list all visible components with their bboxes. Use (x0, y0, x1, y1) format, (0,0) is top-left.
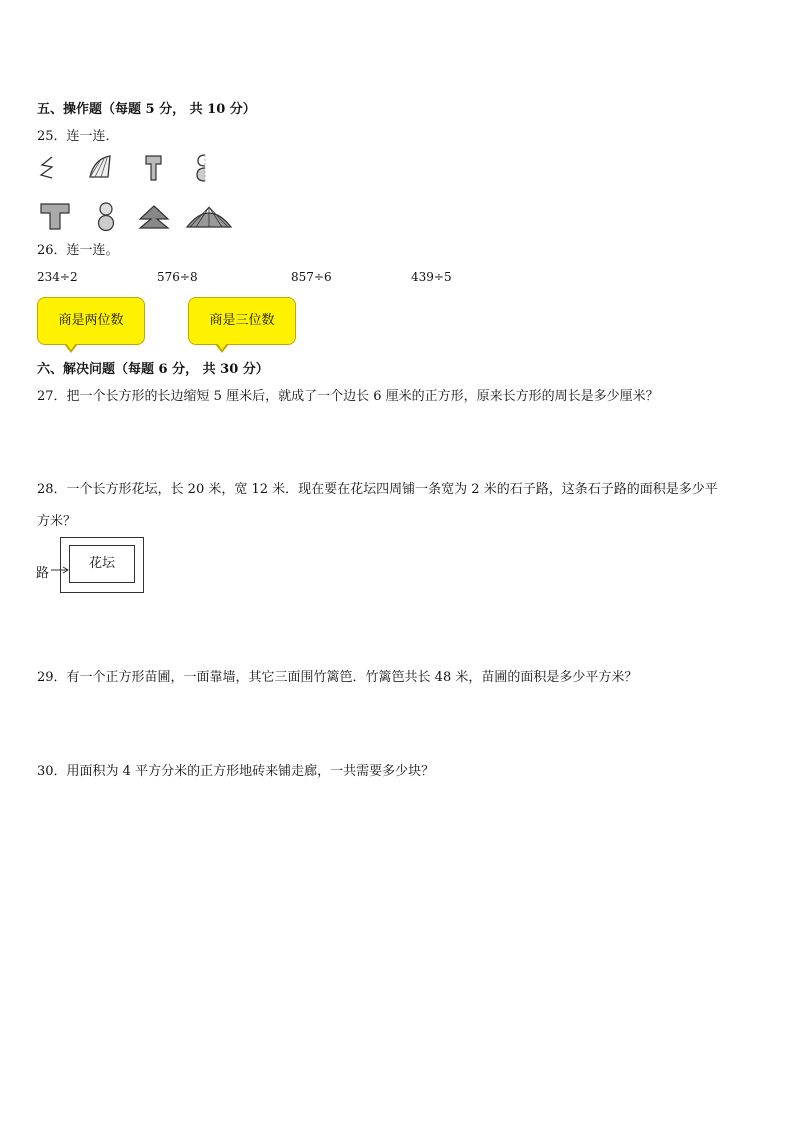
half-shape-zigzag-icon (36, 154, 58, 182)
flowerbed-diagram (36, 537, 146, 593)
division-expression: 234÷2 (37, 270, 78, 284)
umbrella-shape-icon (184, 203, 234, 231)
flowerbed-box (69, 545, 135, 583)
division-expression: 857÷6 (291, 270, 332, 284)
flowerbed-label: 花坛 (88, 556, 115, 571)
two-digit-quotient-bubble (37, 297, 145, 345)
question-28-line-1: 28．一个长方形花坛，长 20 米，宽 12 米．现在要在花坛四周铺一条宽为 2 米的石子路，这条石子路的面积是多少平 (37, 482, 718, 497)
zigzag-tree-shape-icon (137, 203, 171, 231)
question-30: 30．用面积为 4 平方分米的正方形地砖来铺走廊，一共需要多少块？ (37, 764, 435, 779)
path-label: 路 (36, 566, 50, 581)
lamp-shape-icon (38, 201, 72, 231)
question-27: 27．把一个长方形的长边缩短 5 厘米后，就成了一个边长 6 厘米的正方形，原来长方形的周长是多少厘米？ (37, 389, 659, 404)
half-lamp-shape-icon (143, 153, 165, 183)
snowman-shape-icon (94, 200, 118, 232)
question-25: 25．连一连． (37, 129, 119, 144)
three-digit-quotient-bubble (188, 297, 296, 345)
question-29: 29．有一个正方形苗圃，一面靠墙，其它三面围竹篱笆．竹篱笆共长 48 米，苗圃的面积是多少平方米？ (37, 670, 638, 685)
half-snowman-shape-icon (195, 152, 211, 184)
half-umbrella-shape-icon (86, 153, 114, 181)
bubble-label: 商是两位数 (58, 313, 124, 328)
section-6-title: 六、解决问题（每题 6 分， 共 30 分） (37, 362, 269, 377)
section-5-title: 五、操作题（每题 5 分， 共 10 分） (37, 102, 256, 117)
question-28-line-2: 方米？ (37, 514, 77, 529)
division-expression: 576÷8 (157, 270, 198, 284)
question-26: 26．连一连。 (37, 243, 119, 258)
arrow-right-icon (50, 565, 70, 575)
bubble-label: 商是三位数 (209, 313, 275, 328)
division-expression: 439÷5 (411, 270, 452, 284)
